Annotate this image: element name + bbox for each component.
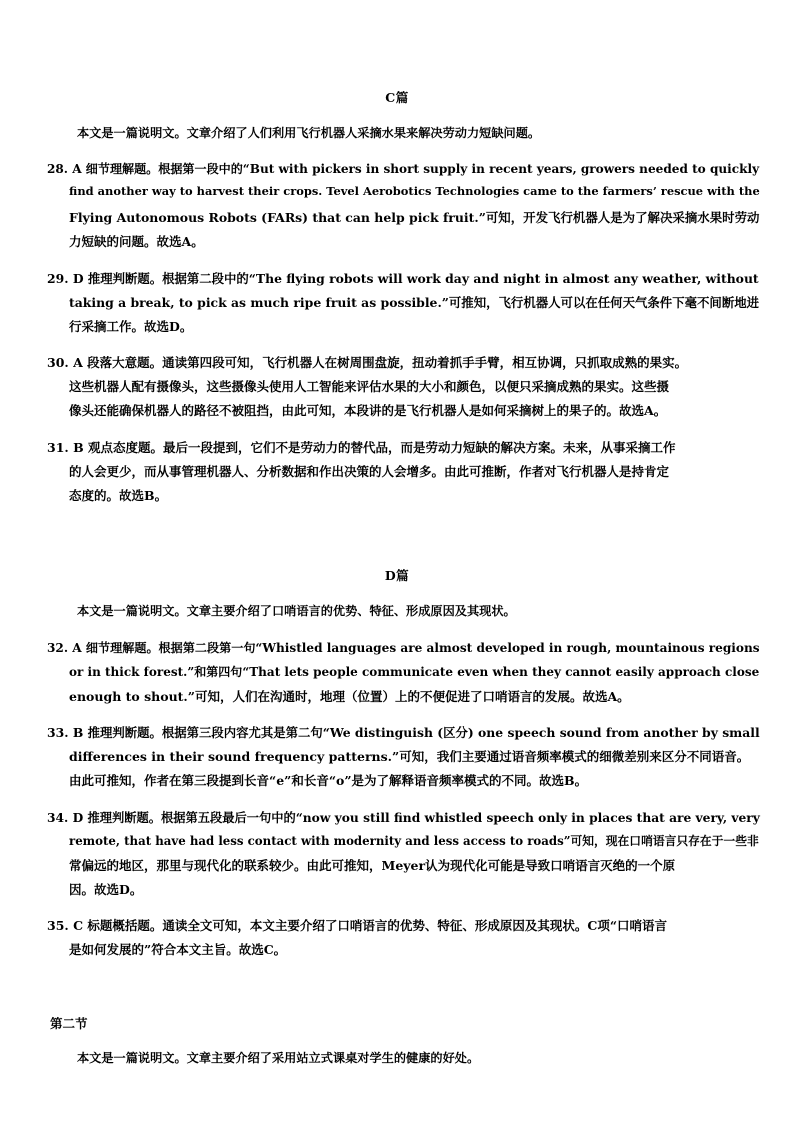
- section-d-intro: 本文是一篇说明文。文章主要介绍了口哨语言的优势、特征、形成原因及其现状。: [77, 604, 516, 618]
- question-line: 行采摘工作。故选D。: [69, 319, 193, 334]
- question-line: 由此可推知，作者在第三段提到长音“e”和长音“o”是为了解释语音频率模式的不同。故选B。: [69, 773, 588, 788]
- question-line: 34. D 推理判断题。根据第五段最后一句中的“now you still find whistled speech only in places that are very, very: [47, 810, 760, 825]
- section-d-title: D篇: [384, 568, 410, 583]
- question-line: find another way to harvest their crops. Tevel Aerobotics Technologies came to the farmers’ rescue with the: [69, 184, 760, 198]
- question-line: or in thick forest.”和第四句“That lets people communicate even when they cannot easily approach close: [69, 665, 760, 679]
- question-line: 30. A 段落大意题。通读第四段可知，飞行机器人在树周围盘旋，扭动着抓手手臂，相互协调，只抓取成熟的果实。: [47, 355, 688, 370]
- section-c-title: C篇: [385, 90, 409, 105]
- part-two-heading: 第二节: [50, 1016, 88, 1031]
- question-line: Flying Autonomous Robots (FARs) that can help pick fruit.”可知，开发飞行机器人是为了解决采摘水果时劳动: [69, 210, 760, 225]
- question-line: 力短缺的问题。故选A。: [69, 234, 204, 249]
- question-line: 像头还能确保机器人的路径不被阻挡，由此可知，本段讲的是飞行机器人是如何采摘树上的果子的。故选A。: [69, 403, 667, 418]
- question-line: 28. A 细节理解题。根据第一段中的“But with pickers in short supply in recent years, growers needed to quickly: [47, 162, 760, 176]
- question-line: differences in their sound frequency patterns.”可知，我们主要通过语音频率模式的细微差别来区分不同语音。: [69, 749, 750, 764]
- question-line: 是如何发展的”符合本文主旨。故选C。: [69, 942, 287, 957]
- question-line: 这些机器人配有摄像头，这些摄像头使用人工智能来评估水果的大小和颜色，以便只采摘成熟的果实。这些摄: [69, 379, 670, 394]
- section-c-intro: 本文是一篇说明文。文章介绍了人们利用飞行机器人采摘水果来解决劳动力短缺问题。: [77, 126, 541, 140]
- question-line: 33. B 推理判断题。根据第三段内容尤其是第二句“We distinguish (区分) one speech sound from another by small: [47, 725, 760, 740]
- question-line: 31. B 观点态度题。最后一段提到，它们不是劳动力的替代品，而是劳动力短缺的解决方案。未来，从事采摘工作: [47, 440, 676, 455]
- question-line: 的人会更少，而从事管理机器人、分析数据和作出决策的人会增多。由此可推断，作者对飞行机器人是持肯定: [69, 464, 670, 479]
- part-two-intro: 本文是一篇说明文。文章主要介绍了采用站立式课桌对学生的健康的好处。: [77, 1051, 480, 1065]
- question-line: 29. D 推理判断题。根据第二段中的“The flying robots will work day and night in almost any weather, without: [47, 271, 759, 286]
- question-line: remote, that have had less contact with modernity and less access to roads”可知，现在口哨语言只存在于一些非: [69, 834, 759, 848]
- question-line: 因。故选D。: [69, 882, 143, 897]
- question-line: 35. C 标题概括题。通读全文可知，本文主要介绍了口哨语言的优势、特征、形成原因及其现状。C项“口哨语言: [47, 918, 668, 933]
- question-line: 常偏远的地区，那里与现代化的联系较少。由此可推知，Meyer认为现代化可能是导致口哨语言灭绝的一个原: [69, 858, 676, 873]
- question-line: 态度的。故选B。: [69, 488, 168, 503]
- question-line: 32. A 细节理解题。根据第二段第一句“Whistled languages are almost developed in rough, mountainous regions: [47, 641, 760, 655]
- question-line: enough to shout.”可知，人们在沟通时，地理（位置）上的不便促进了口哨语言的发展。故选A。: [69, 689, 630, 704]
- question-line: taking a break, to pick as much ripe fruit as possible.”可推知，飞行机器人可以在任何天气条件下毫不间断地进: [69, 295, 760, 310]
